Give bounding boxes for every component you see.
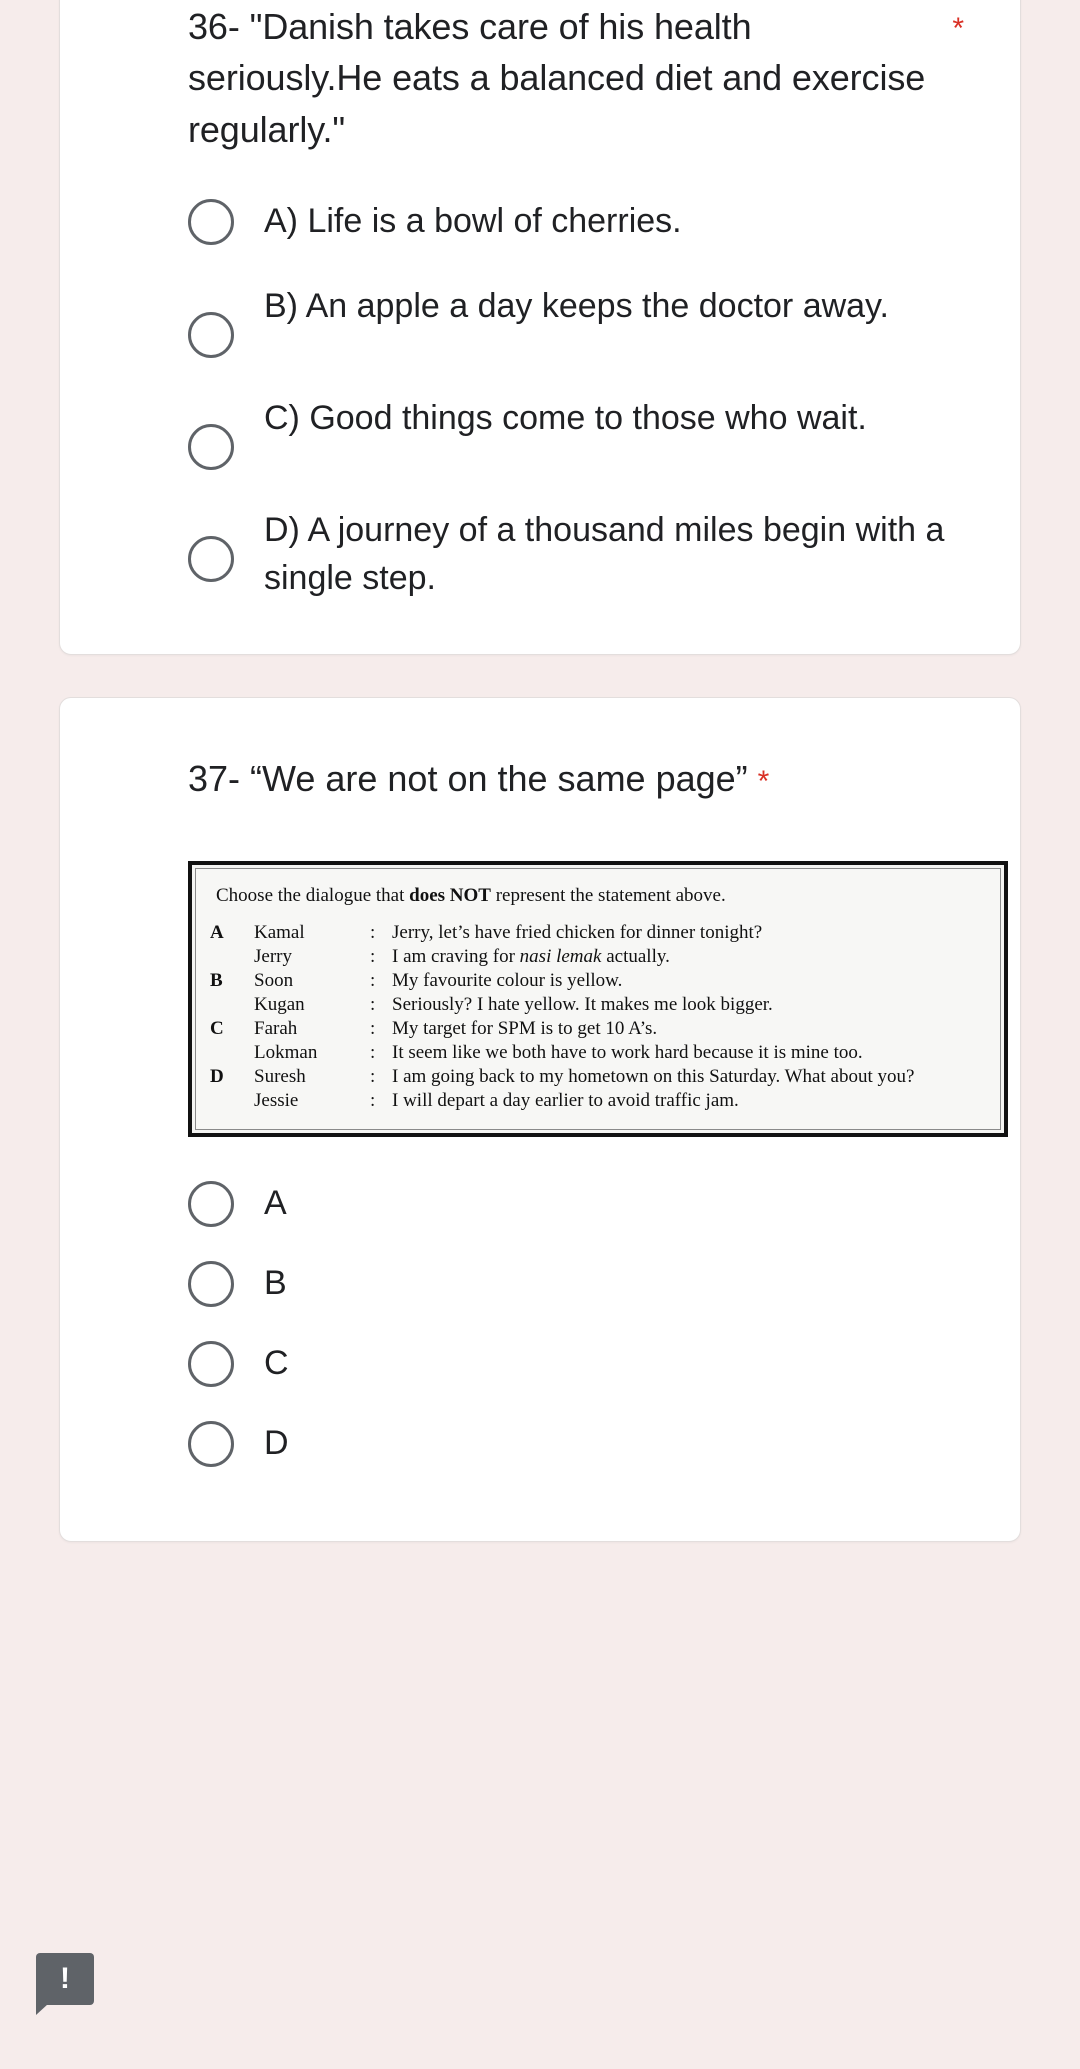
dialogue-line-jerry-pre: I am craving for — [392, 945, 520, 967]
table-row — [210, 921, 986, 945]
exclamation-icon: ! — [60, 1962, 70, 1995]
dialogue-speaker-lokman: Lokman — [254, 1041, 318, 1063]
dialogue-colon: : — [370, 921, 376, 943]
option-row-36-a[interactable] — [188, 195, 964, 245]
option-label-36-d: D) A journey of a thousand miles begin with a single step. — [264, 510, 945, 597]
dialogue-line-jessie: I will depart a day earlier to avoid traffic jam. — [392, 1089, 739, 1111]
dialogue-colon: : — [370, 993, 376, 1015]
dialogue-colon: : — [370, 1017, 376, 1039]
dialogue-option-blank-2 — [210, 993, 254, 1017]
radio-icon-37-b[interactable] — [188, 1261, 234, 1307]
dialogue-speaker-kamal: Kamal — [254, 921, 305, 943]
table-row — [210, 1089, 986, 1113]
dialogue-colon: : — [370, 1089, 376, 1111]
dialogue-colon: : — [370, 1065, 376, 1087]
option-row-36-d[interactable] — [188, 504, 964, 603]
dialogue-speaker-kugan: Kugan — [254, 993, 305, 1015]
radio-icon-36-b[interactable] — [188, 312, 234, 358]
dialogue-line-suresh: I am going back to my hometown on this Saturday. What about you? — [392, 1065, 915, 1087]
radio-icon-37-c[interactable] — [188, 1341, 234, 1387]
option-label-37-b: B — [264, 1264, 287, 1303]
question-37-title: 37- “We are not on the same page” — [188, 758, 748, 800]
question-36-header — [60, 1, 1020, 155]
option-row-37-d[interactable] — [188, 1421, 964, 1467]
option-row-36-c[interactable] — [188, 392, 964, 470]
dialogue-line-kugan: Seriously? I hate yellow. It makes me look bigger. — [392, 993, 773, 1015]
dialogue-table-frame — [195, 868, 1001, 1130]
dialogue-instruction-suffix: represent the statement above. — [490, 884, 726, 906]
dialogue-colon: : — [370, 945, 376, 967]
dialogue-option-d: D — [210, 1065, 224, 1087]
dialogue-line-jerry-post: actually. — [601, 945, 670, 967]
option-label-37-c: C — [264, 1344, 289, 1383]
dialogue-line-jerry-em: nasi lemak — [519, 945, 602, 967]
required-asterisk-37: * — [757, 765, 770, 799]
radio-icon-36-a[interactable] — [188, 199, 234, 245]
question-card-36 — [59, 0, 1021, 655]
dialogue-line-jerry — [392, 945, 986, 969]
dialogue-line-kamal: Jerry, let’s have fried chicken for dinner tonight? — [392, 921, 763, 943]
dialogue-speaker-farah: Farah — [254, 1017, 298, 1039]
dialogue-table — [210, 921, 986, 1113]
table-row — [210, 1017, 986, 1041]
option-label-37-a: A — [264, 1184, 287, 1223]
dialogue-colon: : — [370, 969, 376, 991]
dialogue-option-blank-3 — [210, 1041, 254, 1065]
dialogue-line-lokman: It seem like we both have to work hard because it is mine too. — [392, 1041, 863, 1063]
dialogue-speaker-jerry: Jerry — [254, 945, 292, 967]
question-card-37 — [59, 697, 1021, 1541]
dialogue-instruction-bold: does NOT — [409, 884, 491, 906]
radio-icon-36-c[interactable] — [188, 424, 234, 470]
dialogue-option-a: A — [210, 921, 224, 943]
dialogue-speaker-suresh: Suresh — [254, 1065, 306, 1087]
dialogue-speaker-soon: Soon — [254, 969, 294, 991]
table-row — [210, 969, 986, 993]
dialogue-line-soon: My favourite colour is yellow. — [392, 969, 623, 991]
option-row-37-b[interactable] — [188, 1261, 964, 1307]
radio-icon-36-d[interactable] — [188, 536, 234, 582]
dialogue-instruction-prefix: Choose the dialogue that — [216, 884, 410, 906]
dialogue-option-blank-4 — [210, 1089, 254, 1113]
option-row-37-c[interactable] — [188, 1341, 964, 1387]
required-asterisk-36: * — [952, 12, 964, 45]
dialogue-option-b: B — [210, 969, 223, 991]
dialogue-option-blank-1 — [210, 945, 254, 969]
table-row — [210, 1041, 986, 1065]
option-row-37-a[interactable] — [188, 1181, 964, 1227]
option-row-36-b[interactable] — [188, 280, 964, 358]
dialogue-instruction — [216, 885, 986, 907]
dialogue-line-farah: My target for SPM is to get 10 A’s. — [392, 1017, 658, 1039]
dialogue-colon: : — [370, 1041, 376, 1063]
question-37-image — [188, 861, 1008, 1137]
option-label-36-a: A) Life is a bowl of cherries. — [264, 202, 682, 241]
option-label-36-b: B) An apple a day keeps the doctor away. — [264, 286, 889, 325]
option-label-37-d: D — [264, 1424, 289, 1463]
question-37-header — [60, 754, 1020, 804]
radio-icon-37-d[interactable] — [188, 1421, 234, 1467]
table-row — [210, 1065, 986, 1089]
question-37-options — [60, 1181, 1020, 1467]
dialogue-speaker-jessie: Jessie — [254, 1089, 299, 1111]
question-36-title: 36- "Danish takes care of his health seriously.He eats a balanced diet and exercise regularly." — [188, 6, 926, 150]
table-row — [210, 993, 986, 1017]
dialogue-option-c: C — [210, 1017, 224, 1039]
question-36-options — [60, 195, 1020, 602]
option-label-36-c: C) Good things come to those who wait. — [264, 398, 867, 437]
notice-tooltip-button[interactable] — [36, 1953, 94, 2005]
table-row — [210, 945, 986, 969]
radio-icon-37-a[interactable] — [188, 1181, 234, 1227]
